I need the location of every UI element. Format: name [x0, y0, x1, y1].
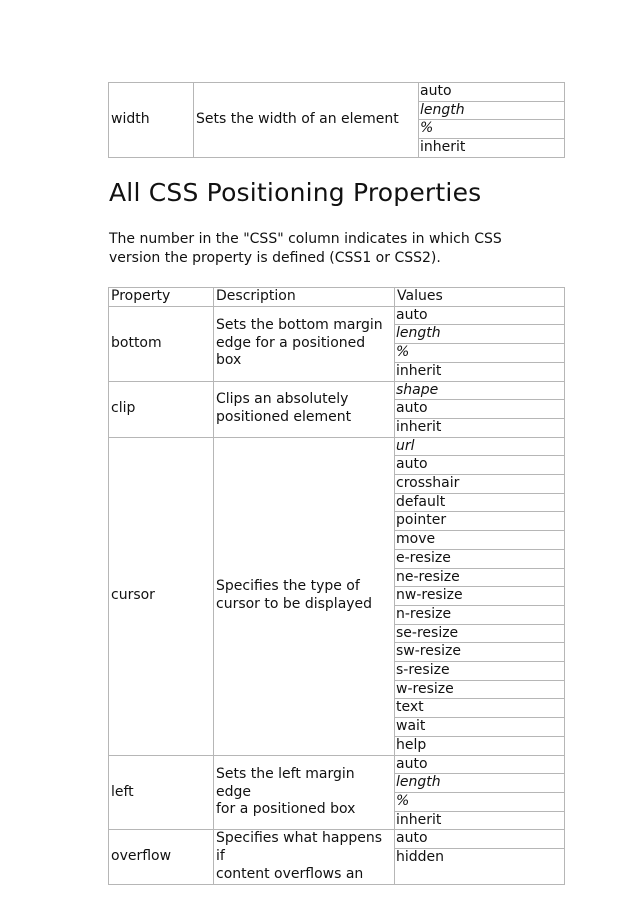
table-row: [109, 306, 565, 381]
description-line: edge for a positioned box: [216, 334, 366, 369]
description-line: positioned element: [216, 409, 352, 426]
value-item: default: [395, 494, 564, 513]
value-item: length: [395, 325, 564, 344]
value-item: %: [395, 344, 564, 363]
description-line: Sets the bottom margin: [216, 317, 383, 334]
value-item: auto: [395, 307, 564, 326]
description-cell: [214, 306, 395, 381]
property-cell: overflow: [109, 830, 214, 884]
value-item: inherit: [396, 362, 442, 379]
values-cell: [395, 306, 565, 381]
table-row: [109, 437, 565, 755]
value-item: e-resize: [395, 550, 564, 569]
property-cell: clip: [109, 381, 214, 437]
width-property-table: [108, 82, 565, 158]
description-line: Specifies what happens if: [216, 830, 382, 865]
description-line: Specifies the type of: [216, 578, 360, 595]
value-item: hidden: [396, 849, 445, 866]
description-line: content overflows an: [216, 865, 364, 882]
value-item: ne-resize: [395, 569, 564, 588]
property-cell: bottom: [109, 306, 214, 381]
description-cell: Sets the width of an element: [194, 83, 419, 158]
value-item: length: [419, 102, 564, 121]
column-header-values: Values: [395, 288, 565, 307]
description-line: for a positioned box: [216, 801, 356, 818]
table-row: [109, 83, 565, 158]
value-item: help: [396, 736, 427, 753]
value-item: move: [395, 531, 564, 550]
value-item: url: [395, 438, 564, 457]
value-item: auto: [395, 756, 564, 775]
table-row: [109, 755, 565, 830]
value-item: inherit: [420, 139, 466, 156]
value-item: nw-resize: [395, 587, 564, 606]
values-cell: [395, 437, 565, 755]
description-cell: [214, 381, 395, 437]
value-item: %: [395, 793, 564, 812]
intro-line: The number in the "CSS" column indicates in which CSS: [109, 231, 502, 247]
value-item: se-resize: [395, 625, 564, 644]
value-item: sw-resize: [395, 643, 564, 662]
value-item: text: [395, 699, 564, 718]
values-cell: [419, 83, 565, 158]
value-item: shape: [395, 382, 564, 401]
positioning-properties-table: [108, 287, 565, 885]
section-heading: All CSS Positioning Properties: [109, 178, 482, 207]
description-line: Clips an absolutely: [216, 391, 349, 408]
description-line: cursor to be displayed: [216, 596, 373, 613]
description-cell: [214, 437, 395, 755]
property-cell: cursor: [109, 437, 214, 755]
table-row: [109, 830, 565, 884]
column-header-description: Description: [214, 288, 395, 307]
values-cell: [395, 755, 565, 830]
value-item: crosshair: [395, 475, 564, 494]
value-item: length: [395, 774, 564, 793]
intro-paragraph: [109, 230, 529, 268]
table-row: [109, 381, 565, 437]
description-line: Sets the left margin edge: [216, 765, 355, 800]
description-cell: [214, 755, 395, 830]
property-cell: width: [109, 83, 194, 158]
value-item: auto: [395, 400, 564, 419]
value-item: %: [419, 120, 564, 139]
value-item: auto: [395, 456, 564, 475]
value-item: auto: [395, 830, 564, 849]
description-cell: [214, 830, 395, 884]
intro-line: version the property is defined (CSS1 or CSS2).: [109, 250, 441, 266]
values-cell: [395, 381, 565, 437]
values-cell: [395, 830, 565, 884]
column-header-property: Property: [109, 288, 214, 307]
value-item: wait: [395, 718, 564, 737]
value-item: pointer: [395, 512, 564, 531]
value-item: w-resize: [395, 681, 564, 700]
table-header-row: [109, 288, 565, 307]
value-item: inherit: [396, 811, 442, 828]
value-item: n-resize: [395, 606, 564, 625]
value-item: s-resize: [395, 662, 564, 681]
property-cell: left: [109, 755, 214, 830]
value-item: inherit: [396, 418, 442, 435]
value-item: auto: [419, 83, 564, 102]
